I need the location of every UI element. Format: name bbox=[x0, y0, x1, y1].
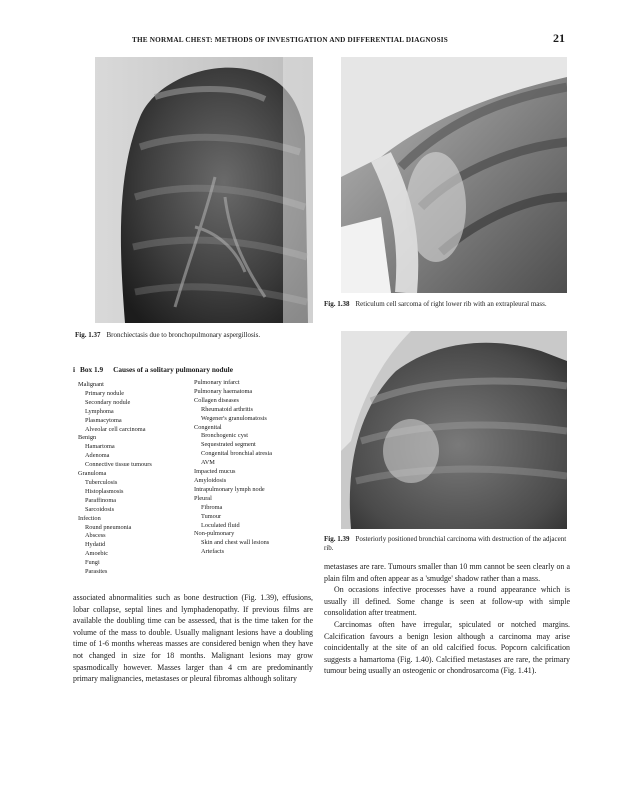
box-list-item: AVM bbox=[201, 459, 215, 467]
box-list-item: Skin and chest wall lesions bbox=[201, 539, 270, 547]
box-list-item: Abscess bbox=[85, 532, 106, 540]
box-list-item: Fungi bbox=[85, 559, 100, 567]
box-list-item: Primary nodule bbox=[85, 389, 124, 397]
paragraph: On occasions infective processes have a round appearance which is usually ill defined. Some change is seen at follow-up with simple consolidation after treatment. bbox=[324, 585, 570, 618]
box-list-item: Tumour bbox=[201, 512, 222, 520]
figure-1-38-image bbox=[341, 57, 567, 293]
figure-1-39-image bbox=[341, 331, 567, 529]
running-header: THE NORMAL CHEST: METHODS OF INVESTIGATION AND DIFFERENTIAL DIAGNOSIS bbox=[132, 36, 448, 44]
figure-1-38-caption bbox=[324, 300, 570, 309]
box-list-item: Infection bbox=[78, 514, 101, 522]
box-list-item: Malignant bbox=[78, 381, 104, 388]
page-number: 21 bbox=[553, 31, 565, 45]
box-list-item: Tuberculosis bbox=[85, 478, 118, 486]
figure-label: Fig. 1.39 bbox=[324, 535, 350, 543]
box-list-item: Congenital bbox=[194, 423, 222, 431]
box-list-item: Pleural bbox=[194, 494, 212, 502]
box-title: Causes of a solitary pulmonary nodule bbox=[113, 365, 233, 374]
box-list-item: Non-pulmonary bbox=[194, 530, 235, 538]
box-list-item: Parasites bbox=[85, 568, 108, 576]
box-list-item: Rheumatoid arthritis bbox=[201, 405, 253, 413]
box-list-item: Adenoma bbox=[85, 452, 110, 460]
box-list-item: Bronchogenic cyst bbox=[201, 432, 249, 440]
box-list-item: Paraffinoma bbox=[85, 496, 117, 504]
box-right-column bbox=[194, 379, 314, 557]
caption-text: Reticulum cell sarcoma of right lower rib with an extrapleural mass. bbox=[355, 300, 547, 308]
body-text-left-column bbox=[73, 592, 313, 685]
figure-label: Fig. 1.38 bbox=[324, 300, 350, 308]
box-list-item: Collagen diseases bbox=[194, 396, 239, 404]
box-label: Box 1.9 bbox=[80, 365, 104, 374]
caption-text: Posteriorly positioned bronchial carcinoma with destruction of the adjacent rib. bbox=[324, 535, 567, 552]
box-list-item: Intrapulmonary lymph node bbox=[194, 485, 265, 493]
box-list-item: Hydatid bbox=[85, 541, 106, 549]
paragraph: metastases are rare. Tumours smaller than 10 mm cannot be seen clearly on a plain film and often appear as a 'smudge' shadow rather than a mass. bbox=[324, 562, 570, 583]
box-list-item: Sequestrated segment bbox=[201, 441, 256, 449]
figure-label: Fig. 1.37 bbox=[75, 331, 101, 339]
info-icon: i bbox=[73, 365, 76, 374]
paragraph: Carcinomas often have irregular, spiculated or notched margins. Calcification favours a benign lesion although a carcinoma may arise coincidentally at the site of an old calcified focus. Popcorn calcification suggests a hamartoma (Fig. 1.40). Calcified metastases are rare, the primary tumour being usually an osteogenic or chondrosarcoma (Fig. 1.41). bbox=[324, 619, 570, 676]
box-list-item: Connective tissue tumours bbox=[85, 461, 152, 469]
box-heading bbox=[73, 365, 233, 374]
box-list-item: Artefacts bbox=[201, 548, 225, 556]
box-left-column bbox=[78, 381, 190, 577]
box-list-item: Loculated fluid bbox=[201, 521, 240, 529]
figure-1-39-caption bbox=[324, 535, 570, 553]
box-list-item: Histoplasmosis bbox=[85, 487, 124, 495]
box-list-item: Secondary nodule bbox=[85, 398, 131, 406]
box-list-item: Round pneumonia bbox=[85, 523, 132, 531]
box-list-item: Impacted mucus bbox=[194, 468, 236, 476]
box-list-item: Congenital bronchial atresia bbox=[201, 450, 272, 458]
box-list-item: Granuloma bbox=[78, 470, 107, 478]
box-list-item: Amyloidosis bbox=[194, 476, 227, 484]
box-list-item: Hamartoma bbox=[85, 443, 115, 451]
figure-1-37-image bbox=[95, 57, 313, 323]
paragraph: associated abnormalities such as bone destruction (Fig. 1.39), effusions, lobar collapse, septal lines and lymphadenopathy. If previous films are available the doubling time can be assessed, that is the time taken for the volume of the mass to double. Usually malignant lesions have a doubling time of 1-6 months whereas masses are considered benign when they have not changed in size for 18 months. Malignant lesions may grow spasmodically however. Masses larger than 4 cm are predominantly primary malignancies, metastases or pleural fibromas although solitary bbox=[73, 593, 313, 684]
box-list-item: Plasmacytoma bbox=[85, 416, 122, 424]
box-list-item: Lymphoma bbox=[85, 407, 114, 415]
body-text-right-column bbox=[324, 561, 570, 677]
caption-text: Bronchiectasis due to bronchopulmonary aspergillosis. bbox=[106, 331, 261, 339]
box-list-item: Pulmonary haematoma bbox=[194, 387, 253, 395]
box-list-item: Fibroma bbox=[201, 503, 223, 511]
box-list-item: Amoebic bbox=[85, 550, 109, 558]
box-list-item: Alveolar cell carcinoma bbox=[85, 425, 146, 433]
box-list-item: Wegener's granulomatosis bbox=[201, 414, 267, 422]
box-list-item: Sarcoidosis bbox=[85, 505, 115, 513]
box-list-item: Pulmonary infarct bbox=[194, 379, 240, 386]
box-list-item: Benign bbox=[78, 434, 97, 442]
figure-1-37-caption bbox=[75, 331, 315, 340]
